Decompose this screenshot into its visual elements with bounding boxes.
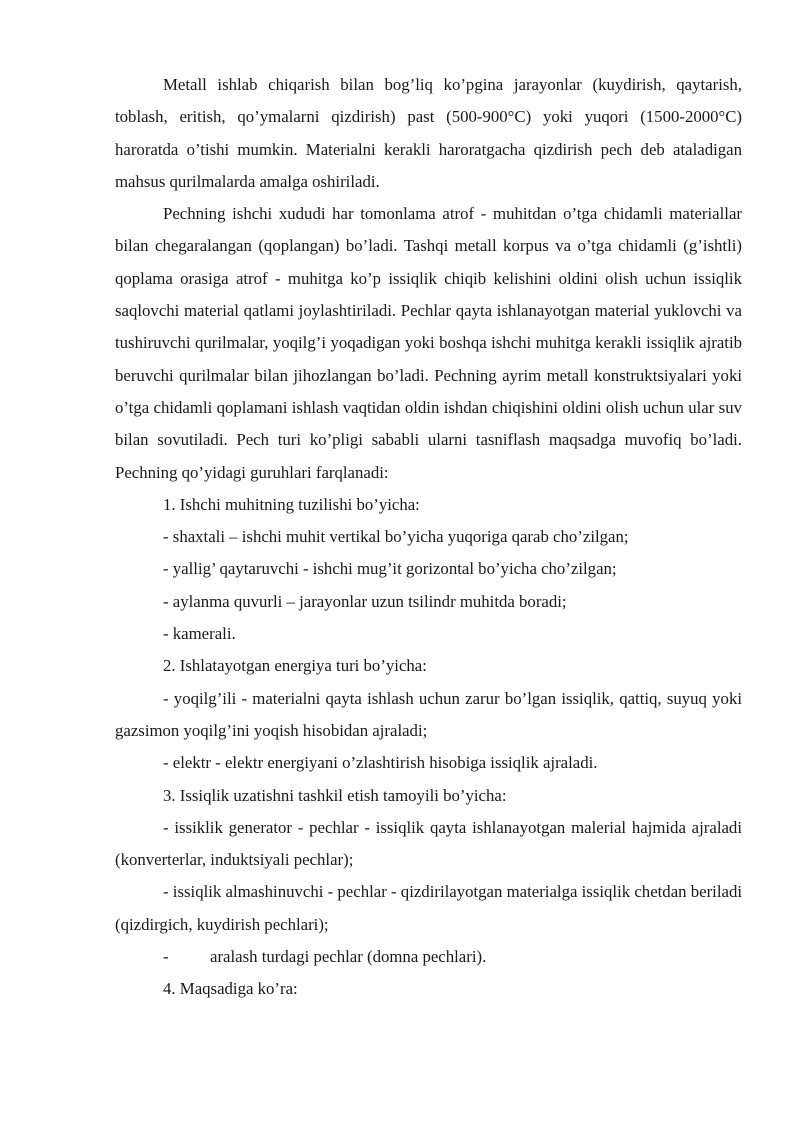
furnace-description-paragraph: Pechning ishchi xududi har tomonlama atrof - muhitdan o’tga chidamli materiallar bilan chegaralangan (qoplangan) bo’ladi. Tashqi metall korpus va o’tga chidamli (g’ishtli) qoplama orasiga atrof - muhitga ko’p issiqlik chiqib kelishini oldini olish uchun issiqlik saqlovchi material qatlami joylashtiriladi. Pechlar qayta ishlanayotgan material yuklovchi va tushiruvchi qurilmalar, yoqilg’i yoqadigan yoki boshqa ishchi muhitga kerakli issiqlik ajratib beruvchi qurilmalar bilan jihozlangan bo’ladi. Pechning ayrim metall konstruktsiyalari yoki o’tga chidamli qoplamani ishlash vaqtidan oldin ishdan chiqishini oldini olish uchun ular suv bilan sovutiladi. Pech turi ko’pligi sababli ularni tasniflash maqsadga muvofiq bo’ladi. Pechning qo’yidagi guruhlari farqlanadi: [115,204,742,482]
section-heading-4: 4. Maqsadiga ko’ra: [163,979,298,999]
list-item: - yoqilg’ili - materialni qayta ishlash uchun zarur bo’lgan issiqlik, qattiq, suyuq yoki gazsimon yoqilg’ini yoqish hisobidan ajraladi; [115,688,742,740]
section-heading-3: 3. Issiqlik uzatishni tashkil etish tamoyili bo’yicha: [163,785,507,805]
list-item: - aylanma quvurli – jarayonlar uzun tsilindr muhitda boradi; [163,591,567,611]
section-heading-1: 1. Ishchi muhitning tuzilishi bo’yicha: [163,494,420,514]
list-item [115,941,742,973]
list-item: - issiklik generator - pechlar - issiqlik qayta ishlanayotgan malerial hajmida ajraladi (konverterlar, induktsiyali pechlar); [115,817,742,870]
list-item-text: aralash turdagi pechlar (domna pechlari). [210,947,487,967]
list-item: - kamerali. [163,624,236,644]
list-item: - issiqlik almashinuvchi - pechlar - qizdirilayotgan materialga issiqlik chetdan beriladi (qizdirgich, kuydirish pechlari); [115,882,742,934]
list-item: - elektr - elektr energiyani o’zlashtirish hisobiga issiqlik ajraladi. [163,753,598,773]
list-item: - shaxtali – ishchi muhit vertikal bo’yicha yuqoriga qarab cho’zilgan; [163,527,629,547]
intro-paragraph: Metall ishlab chiqarish bilan bog’liq ko’pgina jarayonlar (kuydirish, qaytarish, toblash, eritish, qo’ymalarni qizdirish) past (500-900°C) yoki yuqori (1500-2000°C) haroratda o’tishi mumkin. Materialni kerakli haroratgacha qizdirish pech deb ataladigan mahsus qurilmalarda amalga oshiriladi. [115,75,742,191]
list-item: - yallig’ qaytaruvchi - ishchi mug’it gorizontal bo’yicha cho’zilgan; [163,559,617,579]
document-page [115,69,742,1006]
list-dash-marker: - [163,947,169,967]
section-heading-2: 2. Ishlatayotgan energiya turi bo’yicha: [163,656,427,676]
